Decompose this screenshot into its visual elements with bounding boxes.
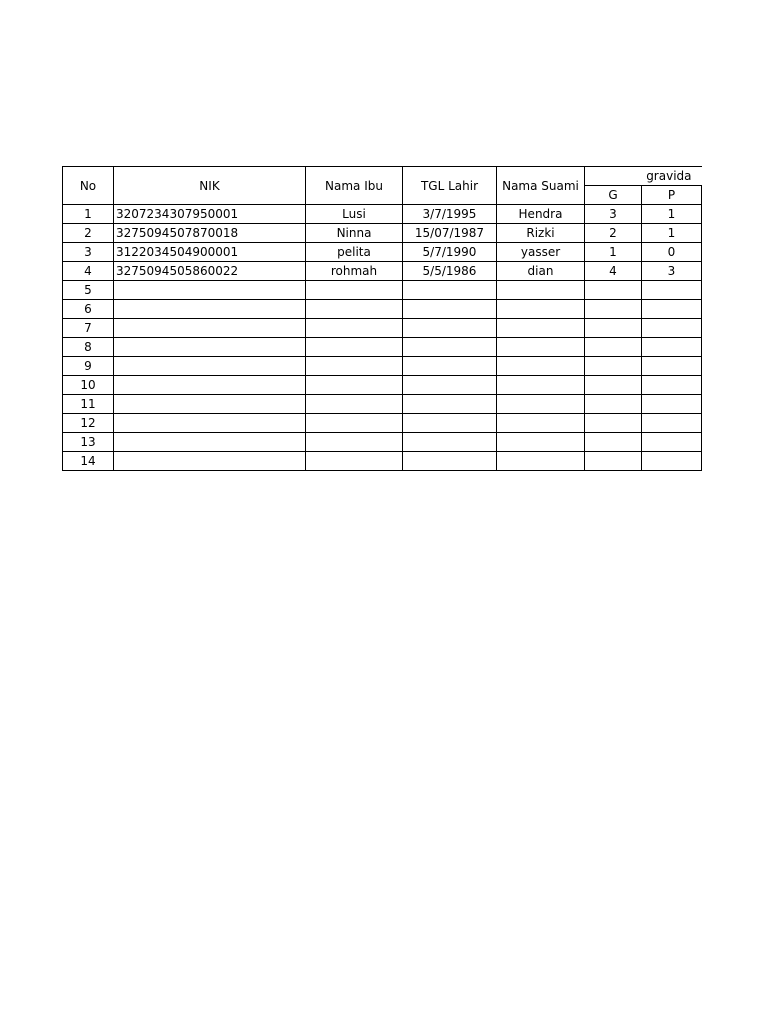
- header-no: No: [63, 167, 114, 205]
- cell-nik: 3275094505860022: [114, 262, 306, 281]
- cell-no: 3: [63, 243, 114, 262]
- table-row: [63, 262, 702, 281]
- header-row: [63, 167, 702, 186]
- header-tgl-lahir: TGL Lahir: [403, 167, 497, 205]
- table-row: [63, 224, 702, 243]
- table-row: [63, 414, 702, 433]
- table-row: [63, 243, 702, 262]
- cell-nama-suami: [497, 414, 585, 433]
- header-g: G: [585, 186, 642, 205]
- cell-nik: [114, 414, 306, 433]
- header-nik: NIK: [114, 167, 306, 205]
- cell-nik: [114, 376, 306, 395]
- header-nama-suami: Nama Suami: [497, 167, 585, 205]
- cell-nama-suami: [497, 357, 585, 376]
- cell-no: 9: [63, 357, 114, 376]
- cell-nik: [114, 338, 306, 357]
- cell-nik: [114, 357, 306, 376]
- cell-p: [642, 319, 702, 338]
- cell-no: 2: [63, 224, 114, 243]
- cell-no: 12: [63, 414, 114, 433]
- cell-tgl-lahir: 5/7/1990: [403, 243, 497, 262]
- cell-nama-ibu: [306, 395, 403, 414]
- cell-nama-ibu: [306, 376, 403, 395]
- table-row: [63, 281, 702, 300]
- cell-nama-suami: [497, 319, 585, 338]
- cell-g: [585, 281, 642, 300]
- cell-nik: [114, 300, 306, 319]
- cell-g: 1: [585, 243, 642, 262]
- cell-g: [585, 452, 642, 471]
- table-row: [63, 205, 702, 224]
- cell-nik: [114, 319, 306, 338]
- cell-tgl-lahir: 3/7/1995: [403, 205, 497, 224]
- cell-no: 5: [63, 281, 114, 300]
- table-row: [63, 300, 702, 319]
- cell-nama-suami: Rizki: [497, 224, 585, 243]
- cell-g: [585, 357, 642, 376]
- cell-nik: 3275094507870018: [114, 224, 306, 243]
- cell-no: 8: [63, 338, 114, 357]
- spreadsheet-area: [62, 166, 702, 471]
- cell-nama-ibu: [306, 281, 403, 300]
- cell-p: [642, 357, 702, 376]
- cell-nama-suami: [497, 433, 585, 452]
- cell-tgl-lahir: [403, 414, 497, 433]
- cell-tgl-lahir: [403, 300, 497, 319]
- cell-nama-ibu: Lusi: [306, 205, 403, 224]
- cell-nik: 3122034504900001: [114, 243, 306, 262]
- cell-tgl-lahir: [403, 338, 497, 357]
- cell-tgl-lahir: [403, 319, 497, 338]
- cell-g: 2: [585, 224, 642, 243]
- cell-g: 4: [585, 262, 642, 281]
- cell-nik: [114, 452, 306, 471]
- cell-nik: [114, 433, 306, 452]
- cell-p: [642, 281, 702, 300]
- table-row: [63, 357, 702, 376]
- cell-nama-ibu: [306, 357, 403, 376]
- table-row: [63, 319, 702, 338]
- cell-no: 13: [63, 433, 114, 452]
- cell-g: [585, 433, 642, 452]
- cell-nik: 3207234307950001: [114, 205, 306, 224]
- table-row: [63, 452, 702, 471]
- cell-tgl-lahir: 15/07/1987: [403, 224, 497, 243]
- cell-tgl-lahir: [403, 281, 497, 300]
- cell-g: [585, 300, 642, 319]
- table-row: [63, 395, 702, 414]
- cell-nama-ibu: [306, 452, 403, 471]
- cell-nama-suami: yasser: [497, 243, 585, 262]
- cell-p: [642, 452, 702, 471]
- cell-g: [585, 319, 642, 338]
- table-row: [63, 376, 702, 395]
- cell-tgl-lahir: [403, 452, 497, 471]
- cell-nama-suami: [497, 395, 585, 414]
- cell-p: 1: [642, 224, 702, 243]
- cell-nik: [114, 395, 306, 414]
- cell-no: 14: [63, 452, 114, 471]
- cell-p: [642, 433, 702, 452]
- cell-no: 4: [63, 262, 114, 281]
- header-gravida: gravida: [585, 167, 702, 186]
- cell-nama-ibu: [306, 414, 403, 433]
- cell-nama-suami: [497, 376, 585, 395]
- table-body: [63, 205, 702, 471]
- cell-nama-suami: [497, 300, 585, 319]
- cell-p: 0: [642, 243, 702, 262]
- cell-nama-suami: [497, 281, 585, 300]
- table-row: [63, 433, 702, 452]
- cell-nama-ibu: [306, 319, 403, 338]
- cell-tgl-lahir: 5/5/1986: [403, 262, 497, 281]
- cell-nama-suami: [497, 338, 585, 357]
- cell-g: [585, 395, 642, 414]
- cell-nama-ibu: rohmah: [306, 262, 403, 281]
- cell-nama-ibu: [306, 338, 403, 357]
- cell-tgl-lahir: [403, 395, 497, 414]
- cell-tgl-lahir: [403, 433, 497, 452]
- cell-nama-ibu: pelita: [306, 243, 403, 262]
- cell-p: [642, 414, 702, 433]
- cell-p: [642, 338, 702, 357]
- cell-g: [585, 414, 642, 433]
- cell-p: 3: [642, 262, 702, 281]
- cell-no: 7: [63, 319, 114, 338]
- table-row: [63, 338, 702, 357]
- cell-nama-ibu: [306, 300, 403, 319]
- cell-g: 3: [585, 205, 642, 224]
- header-nama-ibu: Nama Ibu: [306, 167, 403, 205]
- cell-p: [642, 300, 702, 319]
- cell-nama-ibu: [306, 433, 403, 452]
- cell-p: 1: [642, 205, 702, 224]
- cell-nama-ibu: Ninna: [306, 224, 403, 243]
- cell-p: [642, 376, 702, 395]
- header-p: P: [642, 186, 702, 205]
- cell-nama-suami: Hendra: [497, 205, 585, 224]
- cell-nik: [114, 281, 306, 300]
- table-header: [63, 167, 702, 205]
- cell-no: 6: [63, 300, 114, 319]
- mother-register-table: [62, 166, 702, 471]
- cell-g: [585, 376, 642, 395]
- cell-tgl-lahir: [403, 376, 497, 395]
- cell-no: 1: [63, 205, 114, 224]
- cell-no: 10: [63, 376, 114, 395]
- cell-no: 11: [63, 395, 114, 414]
- cell-p: [642, 395, 702, 414]
- cell-nama-suami: dian: [497, 262, 585, 281]
- cell-g: [585, 338, 642, 357]
- cell-nama-suami: [497, 452, 585, 471]
- cell-tgl-lahir: [403, 357, 497, 376]
